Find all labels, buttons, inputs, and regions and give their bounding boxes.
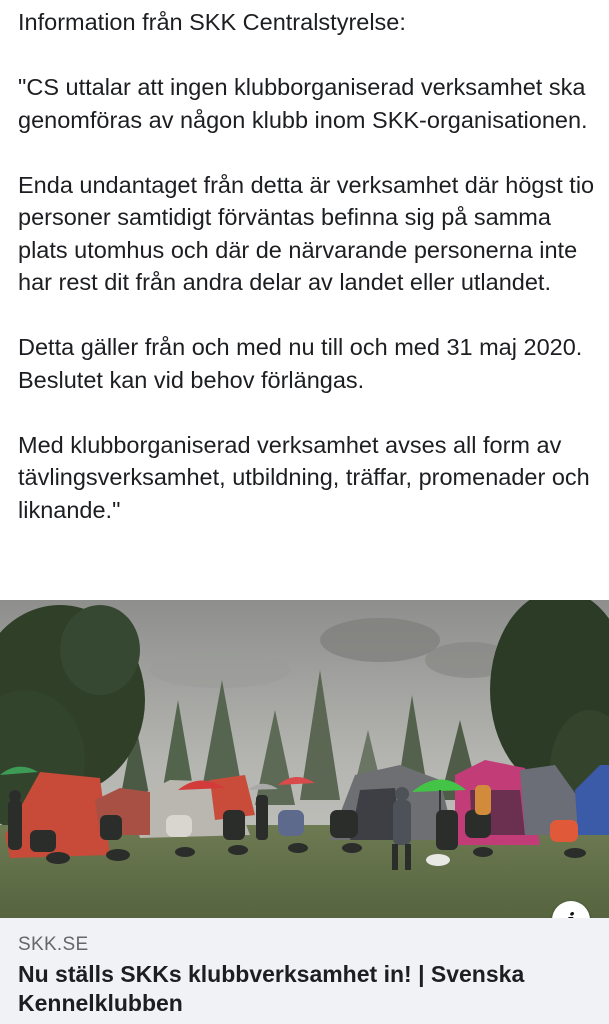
link-preview-image[interactable] xyxy=(0,600,609,918)
photo-dog-show-in-rain xyxy=(0,600,609,918)
post-paragraph-quote-start: "CS uttalar att ingen klubborganiserad verksamhet ska genomföras av någon klubb inom SKK-organisationen. xyxy=(18,74,588,133)
link-preview-card[interactable] xyxy=(0,600,609,1024)
link-title[interactable]: Nu ställs SKKs klubbverksamhet in! | Svenska Kennelklubben xyxy=(18,961,525,1016)
post-paragraph-heading: Information från SKK Centralstyrelse: xyxy=(18,9,406,35)
link-domain: SKK.SE xyxy=(18,934,89,955)
post-paragraph-exception: Enda undantaget från detta är verksamhet där högst tio personer samtidigt förväntas befinna sig på samma plats utomhus och där de närvarande personerna inte har rest dit från andra delar av landet eller utlandet. xyxy=(18,171,595,295)
post-paragraph-definition: Med klubborganiserad verksamhet avses all form av tävlingsverksamhet, utbildning, träffar, promenader och liknande." xyxy=(18,431,590,523)
link-preview-footer[interactable] xyxy=(0,918,609,1024)
post-text xyxy=(18,6,598,526)
post-paragraph-dates: Detta gäller från och med nu till och med 31 maj 2020. Beslutet kan vid behov förlängas. xyxy=(18,334,583,393)
